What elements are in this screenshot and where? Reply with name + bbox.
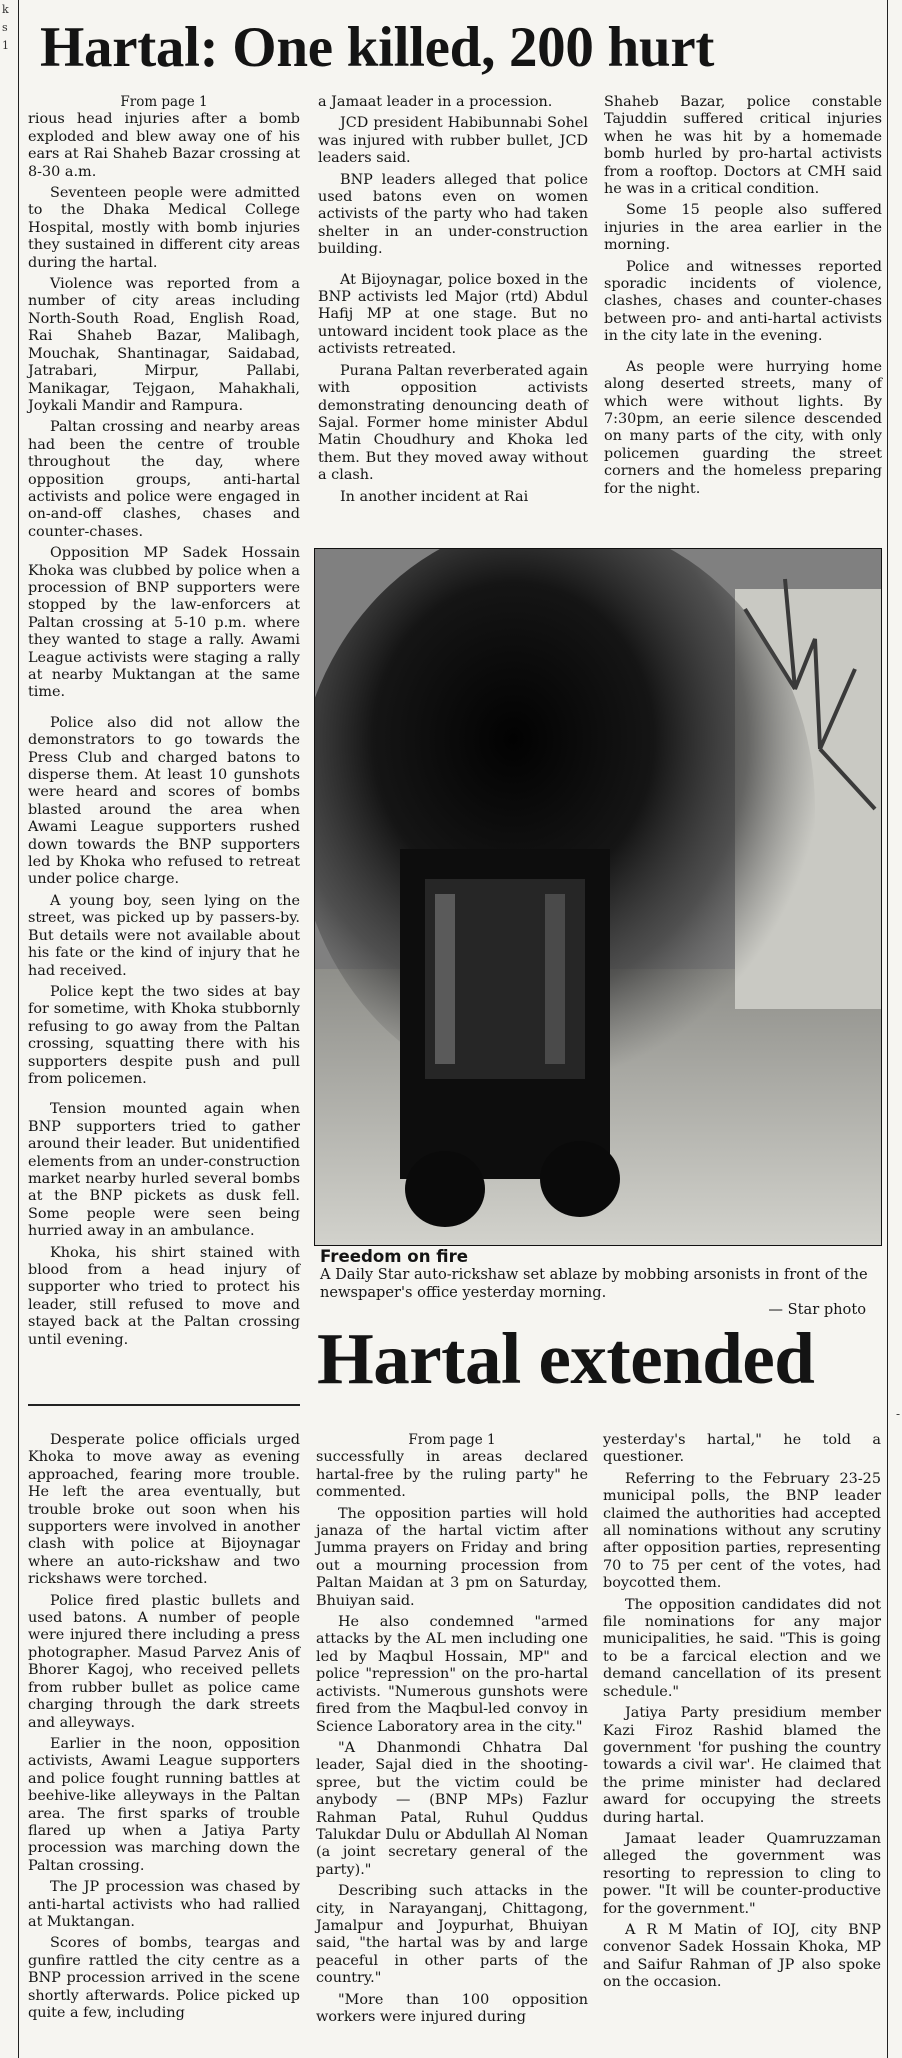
story1-column-2 — [318, 94, 588, 510]
paragraph: The opposition candidates did not file nominations for any major municipalities, he said. "This is going to be a farcical election and we demand cancellation of its present schedule." — [603, 1596, 881, 1700]
headline-hartal-extended: Hartal extended — [317, 1318, 815, 1399]
paragraph: successfully in areas declared hartal-free by the ruling party" he commented. — [316, 1449, 588, 1501]
story2-column-2 — [603, 1432, 881, 1996]
paragraph: Police also did not allow the demonstrators to go towards the Press Club and charged batons to disperse them. At least 10 gunshots were heard and scores of bombs blasted around the area when Awami League supporters rushed down towards the BNP supporters led by Khoka who refused to retreat under police charge. — [28, 714, 300, 888]
paragraph: Violence was reported from a number of city areas including North-South Road, English Road, Rai Shaheb Bazar, Malibagh, Mouchak, Shantinagar, Saidabad, Jatrabari, Mirpur, Pallabi, Manikagar, Tejgaon, Mahakhali, Joykali Mandir and Rampura. — [28, 276, 300, 414]
paragraph: "A Dhanmondi Chhatra Dal leader, Sajal died in the shooting-spree, but the victim could be anybody — (BNP MPs) Fazlur Rahman Patal, Ruhul Quddus Talukdar Dulu or Abdullah Al Noman (a joint secretary general of the party)." — [316, 1739, 588, 1878]
story1-column-3 — [604, 94, 882, 502]
paragraph: rious head injuries after a bomb exploded and blew away one of his ears at Rai Shaheb Bazar crossing at 8-30 a.m. — [28, 111, 300, 180]
story1-column-4 — [28, 1432, 300, 2026]
paragraph: Referring to the February 23-25 municipal polls, the BNP leader claimed the authorities had accepted all nominations without any scrutiny after opposition parties, representing 70 to 75 per cent of the votes, had boycotted them. — [603, 1470, 881, 1592]
margin-fragment: s — [2, 21, 8, 34]
paragraph: Paltan crossing and nearby areas had been the centre of trouble throughout the day, where opposition groups, anti-hartal activists and police were engaged in on-and-off clashes, chases and counter-chases. — [28, 419, 300, 540]
right-column-edge — [887, 0, 902, 2058]
photo-caption — [320, 1248, 880, 1319]
paragraph: Seventeen people were admitted to the Dhaka Medical College Hospital, mostly with bomb injuries they sustained in different city areas during the hartal. — [28, 185, 300, 271]
paragraph: Police and witnesses reported sporadic incidents of violence, clashes, chases and counter-chases between pro- and anti-hartal activists in the city late in the evening. — [604, 258, 882, 345]
paragraph: Police kept the two sides at bay for sometime, with Khoka stubbornly refusing to go away from the Paltan crossing, squatting there with his supporters despite push and pull from policemen. — [28, 983, 300, 1087]
margin-fragment: k — [2, 3, 9, 16]
paragraph: As people were hurrying home along deserted streets, many of which were without lights. By 7:30pm, an eerie silence descended on many parts of the city, with only policemen guarding the street corners and the homeless preparing for the night. — [604, 358, 882, 497]
paragraph: yesterday's hartal," he told a questioner. — [603, 1432, 881, 1466]
paragraph: JCD president Habibunnabi Sohel was injured with rubber bullet, JCD leaders said. — [318, 115, 588, 167]
caption-text: A Daily Star auto-rickshaw set ablaze by mobbing arsonists in front of the newspaper's office yesterday morning. — [320, 1265, 868, 1301]
paragraph: Earlier in the noon, opposition activists, Awami League supporters and police fought running battles at beehive-like alleyways in the Paltan area. The first sparks of trouble flared up when a Jatiya Party procession was marching down the Paltan crossing. — [28, 1735, 300, 1874]
paragraph: A young boy, seen lying on the street, was picked up by passers-by. But details were not available about his fate or the kind of injury that he had received. — [28, 892, 300, 979]
paragraph: BNP leaders alleged that police used batons even on women activists of the party who had taken shelter in an under-construction building. — [318, 171, 588, 258]
from-page-label: From page 1 — [408, 1432, 496, 1448]
caption-title: Freedom on fire — [320, 1247, 469, 1266]
paragraph: Opposition MP Sadek Hossain Khoka was clubbed by police when a procession of BNP supporters were stopped by the law-enforcers at Paltan crossing at 5-10 p.m. where they wanted to stage a rally. Awami League activists were staging a rally at nearby Muktangan at the same time. — [28, 545, 300, 701]
paragraph: A R M Matin of IOJ, city BNP convenor Sadek Hossain Khoka, MP and Saifur Rahman of JP also spoke on the occasion. — [603, 1921, 881, 1991]
paragraph: Shaheb Bazar, police constable Tajuddin suffered critical injuries when he was hit by a homemade bomb hurled by pro-hartal activists from a rooftop. Doctors at CMH said he was in a critical condition. — [604, 94, 882, 198]
paragraph: He also condemned "armed attacks by the AL men including one led by Maqbul Hossain, MP" and police "repression" on the pro-hartal activists. "Numerous gunshots were fired from the Maqbul-led convoy in Science Laboratory area in the city." — [316, 1614, 588, 1735]
paragraph: a Jamaat leader in a procession. — [318, 94, 553, 110]
paragraph: Desperate police officials urged Khoka to move away as evening approached, fearing more trouble. He left the area eventually, but trouble broke out soon when his supporters were involved in another clash with police at Bijoynagar where an auto-rickshaw and two rickshaws were torched. — [28, 1432, 300, 1588]
paragraph: In another incident at Rai — [340, 488, 529, 505]
paragraph: Tension mounted again when BNP supporters tried to gather around their leader. But unidentified elements from an under-construction market nearby hurled several bombs at the BNP pickets as dusk fell. Some people were seen being hurried away in an ambulance. — [28, 1101, 301, 1240]
paragraph: Some 15 people also suffered injuries in the area earlier in the morning. — [604, 202, 882, 254]
paragraph: Purana Paltan reverberated again with opposition activists demonstrating denouncing death of Sajal. Former home minister Abdul Matin Choudhury and Khoka led them. But they moved away without a clash. — [318, 362, 588, 484]
paragraph: The opposition parties will hold janaza of the hartal victim after Jumma prayers on Friday and bring out a mourning procession from Paltan Maidan at 3 pm on Saturday, Bhuiyan said. — [316, 1505, 588, 1609]
paragraph: At Bijoynagar, police boxed in the BNP activists led Major (rtd) Abdul Hafij MP at one stage. But no untoward incident took place as the activists retreated. — [318, 271, 588, 358]
paragraph: Describing such attacks in the city, in Narayanganj, Chittagong, Jamalpur and Joypurhat, Bhuiyan said, "the hartal was by and large peaceful in other parts of the country." — [316, 1883, 588, 1987]
paragraph: Jatiya Party presidium member Kazi Firoz Rashid blamed the government 'for pushing the country towards a civil war'. He claimed that the prime minister had declared award for occupying the streets during hartal. — [603, 1705, 881, 1826]
margin-fragment: 1 — [2, 39, 9, 52]
paragraph: Khoka, his shirt stained with blood from a head injury of supporter who tried to protect his leader, still refused to move and stayed back at the Paltan crossing until evening. — [28, 1244, 300, 1348]
photo-credit: — Star photo — [768, 1301, 866, 1319]
story1-column-1 — [28, 94, 300, 1353]
paragraph: The JP procession was chased by anti-hartal activists who had rallied at Muktangan. — [28, 1879, 300, 1930]
photo-illustration — [315, 549, 881, 1245]
paragraph: "More than 100 opposition workers were injured during — [316, 1991, 588, 2025]
story2-column-1 — [316, 1432, 588, 2030]
left-column-edge — [0, 0, 19, 2058]
column-divider — [28, 1404, 300, 1406]
paragraph: Scores of bombs, teargas and gunfire rattled the city centre as a BNP procession arrived in the scene shortly afterwards. Police picked up quite a few, including — [28, 1935, 300, 2021]
paragraph: Jamaat leader Quamruzzaman alleged the government was resorting to repression to cling to power. "It will be counter-productive for the government." — [603, 1830, 881, 1917]
paragraph: Police fired plastic bullets and used batons. A number of people were injured there including a press photographer. Masud Parvez Anis of Bhorer Kagoj, who received pellets from rubber bullet as police came charging through the dark streets and alleyways. — [28, 1592, 300, 1731]
photo-burning-rickshaw — [314, 548, 882, 1246]
margin-fragment: - — [895, 1407, 900, 1421]
headline-hartal-killed: Hartal: One killed, 200 hurt — [40, 16, 715, 79]
from-page-label: From page 1 — [120, 94, 208, 110]
